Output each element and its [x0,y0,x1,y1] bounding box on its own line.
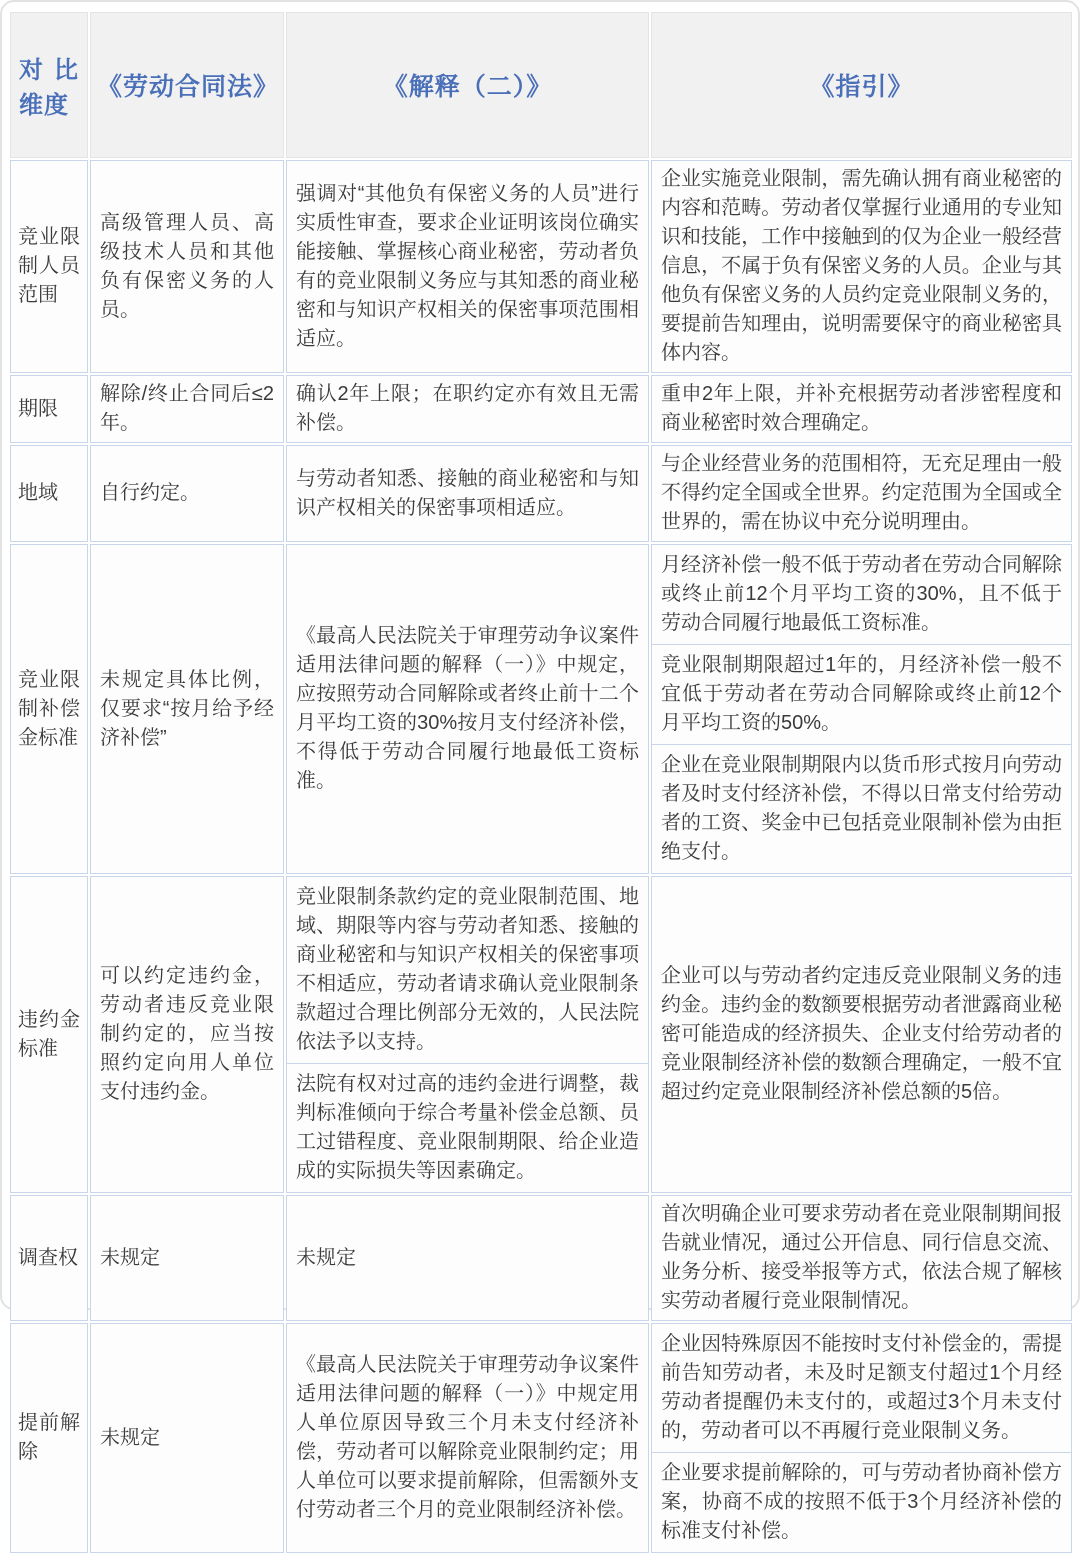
column-header-guideline: 《指引》 [651,12,1072,158]
dimension-cell: 期限 [10,375,88,443]
dimension-cell: 调查权 [10,1195,88,1321]
sub-cell-text: 竞业限制条款约定的竞业限制范围、地域、期限等内容与劳动者知悉、接触的商业秘密和与知识产权相关的保密事项不相适应，劳动者请求确认竞业限制条款超过合理比例部分无效的，人民法院依法予以支持。 [296,886,639,1053]
sub-cell-text: 竞业限制期限超过1年的，月经济补偿一般不宜低于劳动者在劳动合同解除或终止前12个月平均工资的50%。 [661,654,1062,734]
interpretation-2-cell [286,876,649,1193]
guideline-cell [651,544,1072,874]
sub-cell [652,744,1071,873]
sub-cell-text: 企业在竞业限制期限内以货币形式按月向劳动者及时支付经济补偿，不得以日常支付给劳动者的工资、奖金中已包括竞业限制补偿为由拒绝支付。 [661,754,1062,863]
guideline-cell: 首次明确企业可要求劳动者在竞业限制期间报告就业情况，通过公开信息、同行信息交流、业务分析、接受举报等方式，依法合规了解核实劳动者履行竞业限制情况。 [651,1195,1072,1321]
sub-cell [287,1063,648,1192]
interpretation-2-cell: 强调对“其他负有保密义务的人员”进行实质性审查，要求企业证明该岗位确实能接触、掌握核心商业秘密，劳动者负有的竞业限制义务应与其知悉的商业秘密和与知识产权相关的保密事项范围相适应。 [286,160,649,373]
guideline-cell: 重申2年上限，并补充根据劳动者涉密程度和商业秘密时效合理确定。 [651,375,1072,443]
comparison-table-body [10,160,1072,1553]
dimension-cell: 提前解除 [10,1323,88,1553]
dimension-cell: 竞业限制人员范围 [10,160,88,373]
sub-cell [652,1324,1071,1452]
guideline-cell: 企业可以与劳动者约定违反竞业限制义务的违约金。违约金的数额要根据劳动者泄露商业秘密可能造成的经济损失、企业支付给劳动者的竞业限制经济补偿的数额合理确定，一般不宜超过约定竞业限制经济补偿总额的5倍。 [651,876,1072,1193]
sub-cell-text: 企业因特殊原因不能按时支付补偿金的，需提前告知劳动者，未及时足额支付超过1个月经劳动者提醒仍未支付的，或超过3个月未支付的，劳动者可以不再履行竞业限制义务。 [661,1333,1062,1442]
labor-contract-law-cell: 未规定 [90,1195,284,1321]
sub-cell [652,545,1071,644]
comparison-table [8,10,1074,1555]
interpretation-2-cell: 与劳动者知悉、接触的商业秘密和与知识产权相关的保密事项相适应。 [286,445,649,542]
interpretation-2-cell: 《最高人民法院关于审理劳动争议案件适用法律问题的解释（一）》中规定，应按照劳动合同解除或者终止前十二个月平均工资的30%按月支付经济补偿，不得低于劳动合同履行地最低工资标准。 [286,544,649,874]
sub-cell-text: 企业要求提前解除的，可与劳动者协商补偿方案，协商不成的按照不低于3个月经济补偿的标准支付补偿。 [661,1462,1062,1542]
table-row [10,544,1072,874]
labor-contract-law-cell: 解除/终止合同后≤2年。 [90,375,284,443]
column-header-labor-contract-law: 《劳动合同法》 [90,12,284,158]
labor-contract-law-cell: 自行约定。 [90,445,284,542]
sub-cell-text: 月经济补偿一般不低于劳动者在劳动合同解除或终止前12个月平均工资的30%，且不低于劳动合同履行地最低工资标准。 [661,554,1062,634]
interpretation-2-cell: 确认2年上限；在职约定亦有效且无需补偿。 [286,375,649,443]
column-header-interpretation-2: 《解释（二）》 [286,12,649,158]
labor-contract-law-cell: 未规定具体比例，仅要求“按月给予经济补偿” [90,544,284,874]
table-row [10,876,1072,1193]
table-row [10,160,1072,373]
table-row [10,1195,1072,1321]
labor-contract-law-cell: 高级管理人员、高级技术人员和其他负有保密义务的人员。 [90,160,284,373]
header-row [10,12,1072,158]
labor-contract-law-cell: 可以约定违约金，劳动者违反竞业限制约定的，应当按照约定向用人单位支付违约金。 [90,876,284,1193]
interpretation-2-cell: 《最高人民法院关于审理劳动争议案件适用法律问题的解释（一）》中规定用人单位原因导致三个月未支付经济补偿，劳动者可以解除竞业限制约定；用人单位可以要求提前解除，但需额外支付劳动者三个月的竞业限制经济补偿。 [286,1323,649,1553]
dimension-cell: 竞业限制补偿金标准 [10,544,88,874]
table-row [10,445,1072,542]
guideline-cell: 企业实施竞业限制，需先确认拥有商业秘密的内容和范畴。劳动者仅掌握行业通用的专业知识和技能，工作中接触到的仅为企业一般经营信息，不属于负有保密义务的人员。企业与其他负有保密义务的人员约定竞业限制义务的，要提前告知理由，说明需要保守的商业秘密具体内容。 [651,160,1072,373]
table-row [10,375,1072,443]
guideline-cell: 与企业经营业务的范围相符，无充足理由一般不得约定全国或全世界。约定范围为全国或全世界的，需在协议中充分说明理由。 [651,445,1072,542]
interpretation-2-cell: 未规定 [286,1195,649,1321]
dimension-cell: 违约金标准 [10,876,88,1193]
dimension-cell: 地域 [10,445,88,542]
labor-contract-law-cell: 未规定 [90,1323,284,1553]
sub-cell [652,1452,1071,1552]
guideline-cell [651,1323,1072,1553]
table-row [10,1323,1072,1553]
sub-cell [287,877,648,1063]
sub-cell [652,644,1071,744]
sub-cell-text: 法院有权对过高的违约金进行调整，裁判标准倾向于综合考量补偿金总额、员工过错程度、竞业限制期限、给企业造成的实际损失等因素确定。 [296,1073,639,1182]
column-header-dimension: 对比维度 [10,12,88,158]
